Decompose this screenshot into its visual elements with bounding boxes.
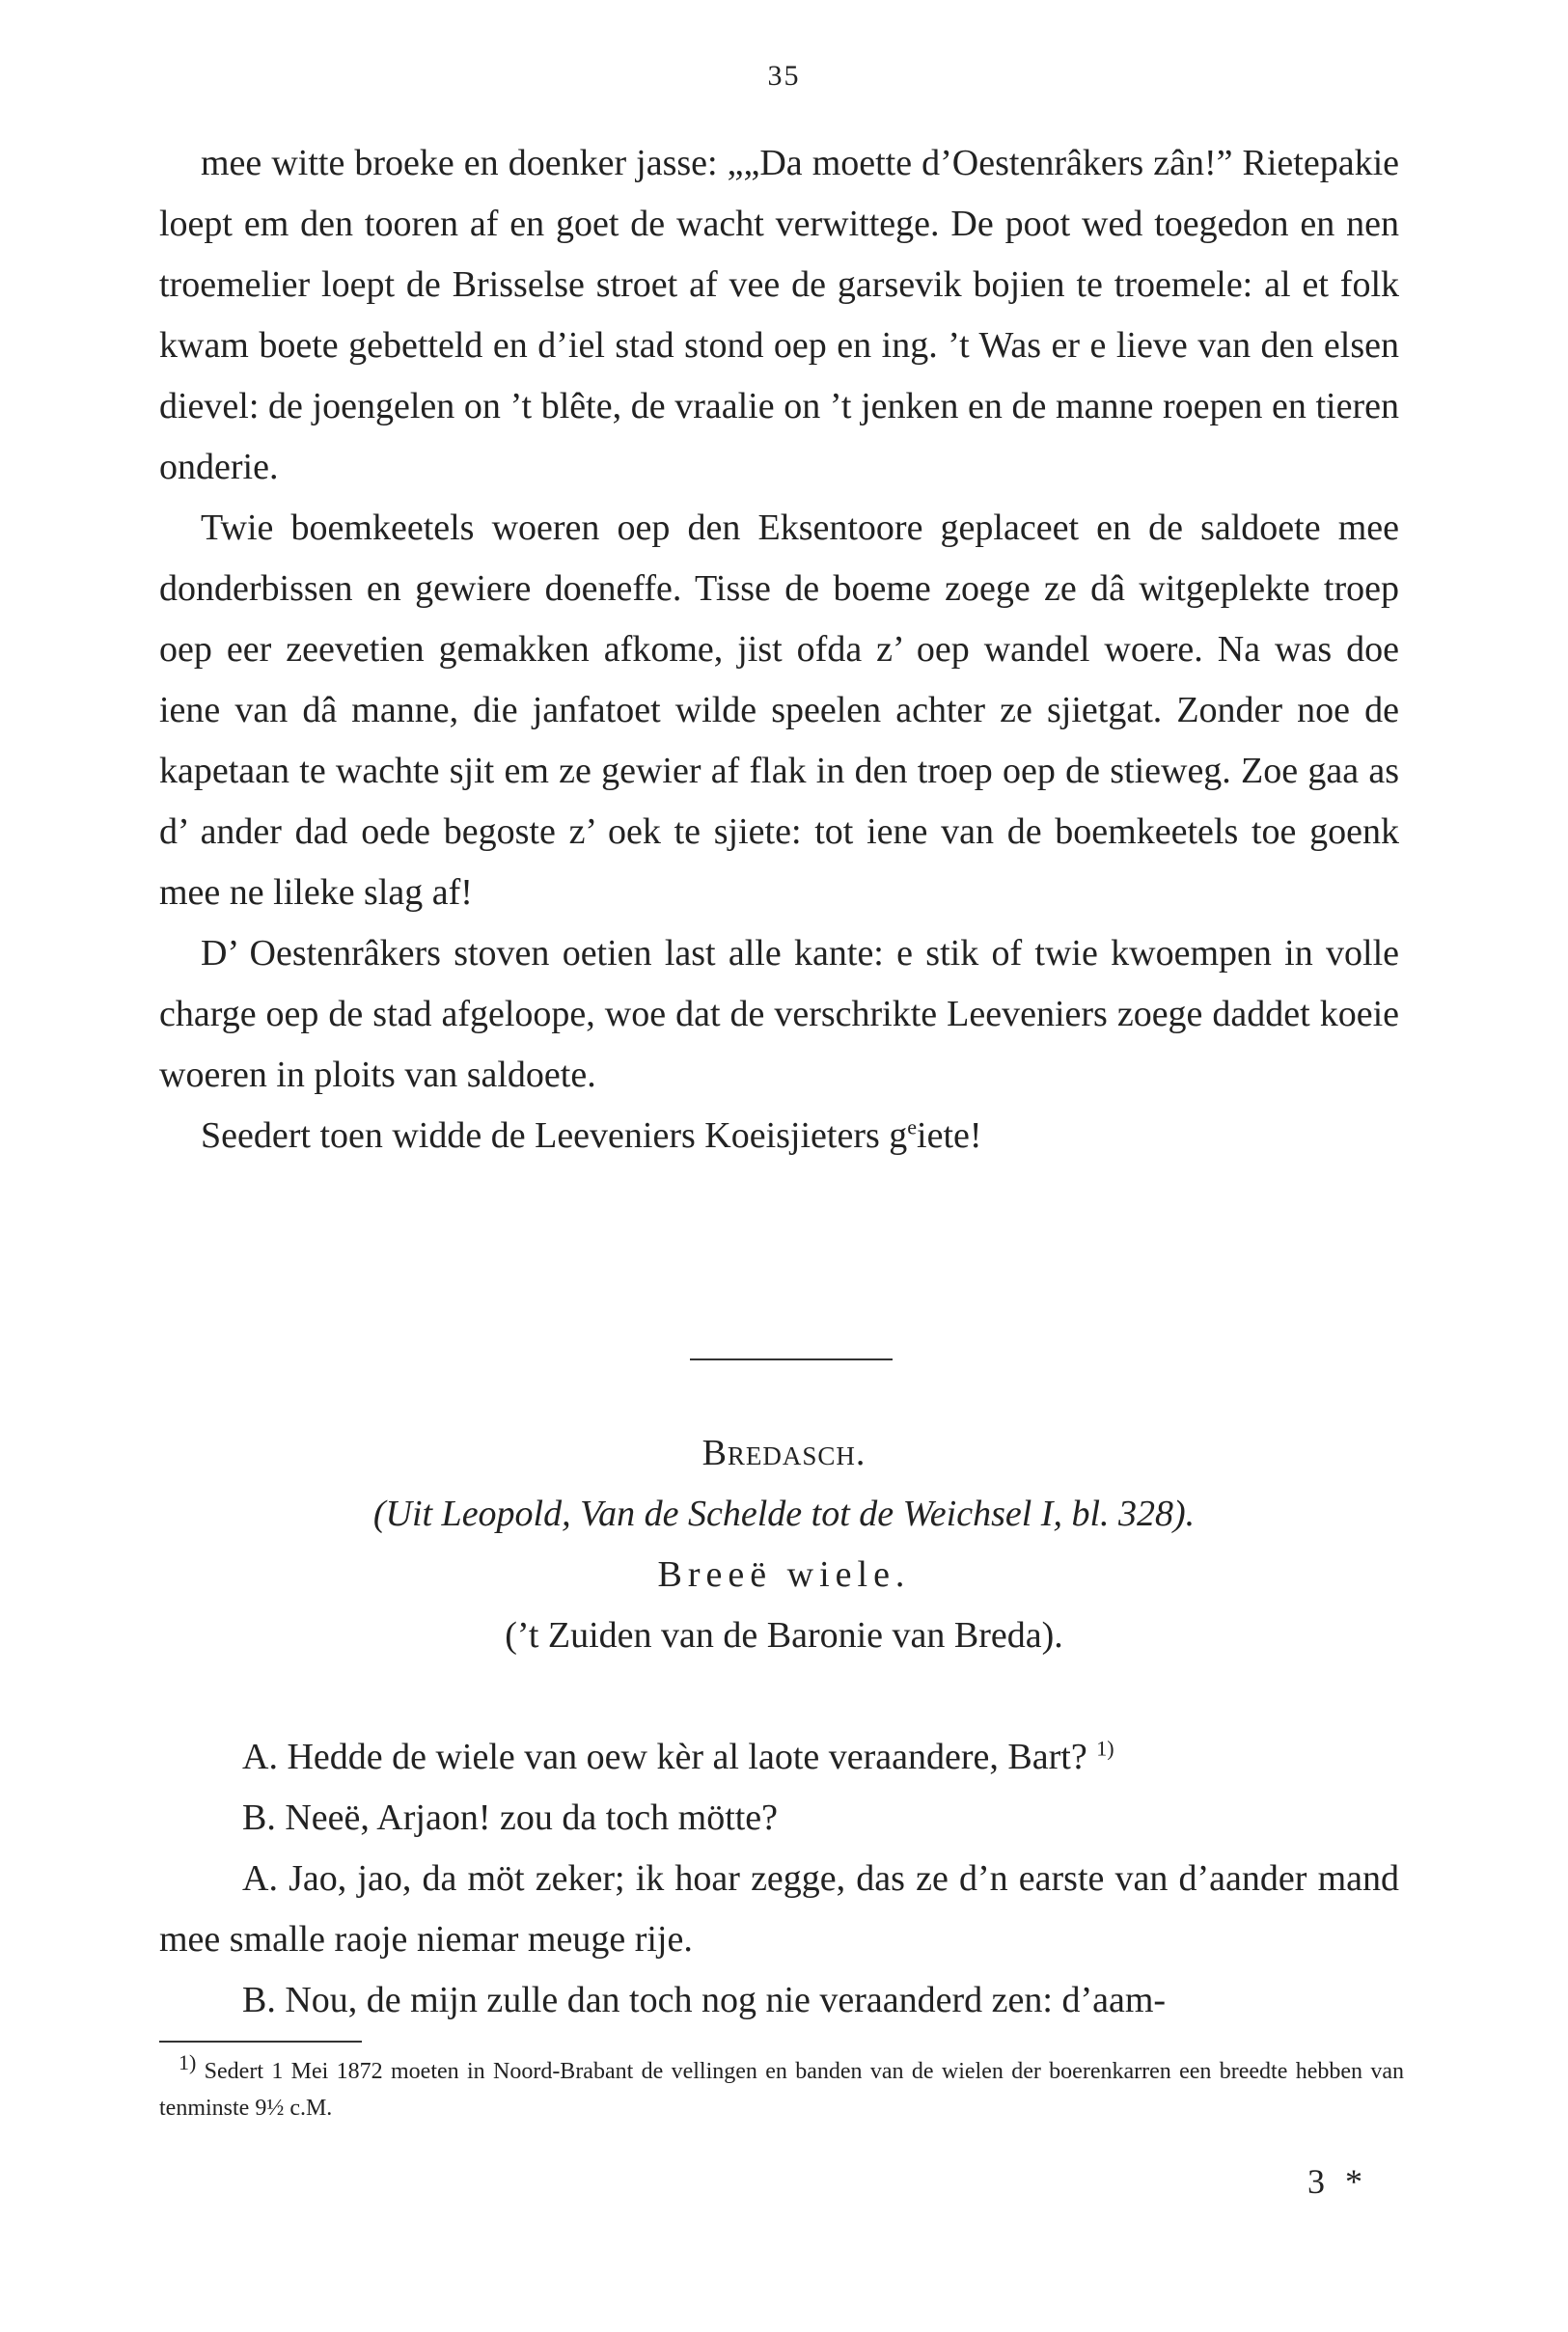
signature-mark: 3 *	[1307, 2162, 1368, 2201]
footnote-text: Sedert 1 Mei 1872 moeten in Noord-Brabant de vellingen en banden van de wielen der boerenkarren een breedte hebben van tenminste 9½ c.M.	[159, 2059, 1405, 2121]
footnote	[159, 2050, 1405, 2126]
dialogue-text: Jao, jao, da möt zeker; ik hoar zegge, das ze d’n earste van d’aander mand mee smalle raoje niemar meuge rije.	[159, 1858, 1400, 1960]
paragraph-3: D’ Oestenrâkers stoven oetien last alle kante: e stik of twie kwoempen in volle charge oep de stad afgeloope, woe dat de verschrikte Leeveniers zoege daddet koeie woeren in ploits van saldoete.	[159, 933, 1399, 1095]
paragraph-1: mee witte broeke en doenker jasse: „„Da moette d’Oestenrâkers zân!” Rietepakie loept em den tooren af en goet de wacht verwittege. De poot wed toegedon en nen troemelier loept de Brisselse stroet af vee de garsevik bojien te troemele: al et folk kwam boete gebetteld en d’iel stad stond oep en ing. ’t Was er e lieve van den elsen dievel: de joengelen on ’t blête, de vraalie on ’t jenken en de manne roepen en tieren onderie.	[159, 143, 1399, 487]
speaker-label: A.	[242, 1858, 278, 1899]
section-divider	[690, 1358, 893, 1360]
page-number: 35	[767, 60, 801, 92]
dialogue-line	[159, 1727, 1399, 1788]
dialogue-text: Hedde de wiele van oew kèr al laote veraandere, Bart?	[287, 1737, 1087, 1777]
closing-text-end: iete!	[917, 1115, 982, 1156]
speaker-label: B.	[242, 1797, 276, 1838]
dialogue-line	[159, 1849, 1399, 1970]
main-text	[159, 133, 1399, 1166]
dialogue	[159, 1727, 1399, 2031]
dialogue-line	[159, 1788, 1399, 1849]
footnote-divider	[159, 2041, 362, 2043]
dialogue-text: Nou, de mijn zulle dan toch nog nie veraanderd zen: d’aam-	[285, 1980, 1167, 2020]
speaker-label: A.	[242, 1737, 278, 1777]
section-title: Bredasch.	[701, 1433, 867, 1473]
paragraph-2: Twie boemkeetels woeren oep den Eksentoore geplaceet en de saldoete mee donderbissen en gewiere doeneffe. Tisse de boeme zoege ze dâ witgeplekte troep oep eer zeevetien gemakken afkome, jist ofda z’ oep wandel woere. Na was doe iene van dâ manne, die janfatoet wilde speelen achter ze sjietgat. Zonder noe de kapetaan te wachte sjit em ze gewier af flak in den troep oep de stieweg. Zoe gaa as d’ ander dad oede begoste z’ oek te sjiete: tot iene van de boemkeetels toe goenk mee ne lileke slag af!	[159, 508, 1399, 913]
section-source: (Uit Leopold, Van de Schelde tot de Weichsel I, bl. 328).	[372, 1494, 1196, 1534]
section-region: (’t Zuiden van de Baronie van Breda).	[505, 1615, 1063, 1656]
footnote-marker: 1)	[179, 2050, 197, 2074]
section-subtitle: Breeë wiele.	[657, 1554, 911, 1595]
dialogue-text: Neeë, Arjaon! zou da toch mötte?	[285, 1797, 779, 1838]
closing-text-start: Seedert toen widde de Leeveniers Koeisjieters g	[201, 1115, 908, 1156]
closing-superscript: e	[907, 1114, 918, 1139]
paragraph-4	[159, 1106, 1399, 1166]
footnote-reference: 1)	[1096, 1736, 1114, 1761]
dialogue-line	[159, 1970, 1399, 2031]
section-heading	[0, 1423, 1568, 1666]
speaker-label: B.	[242, 1980, 276, 2020]
